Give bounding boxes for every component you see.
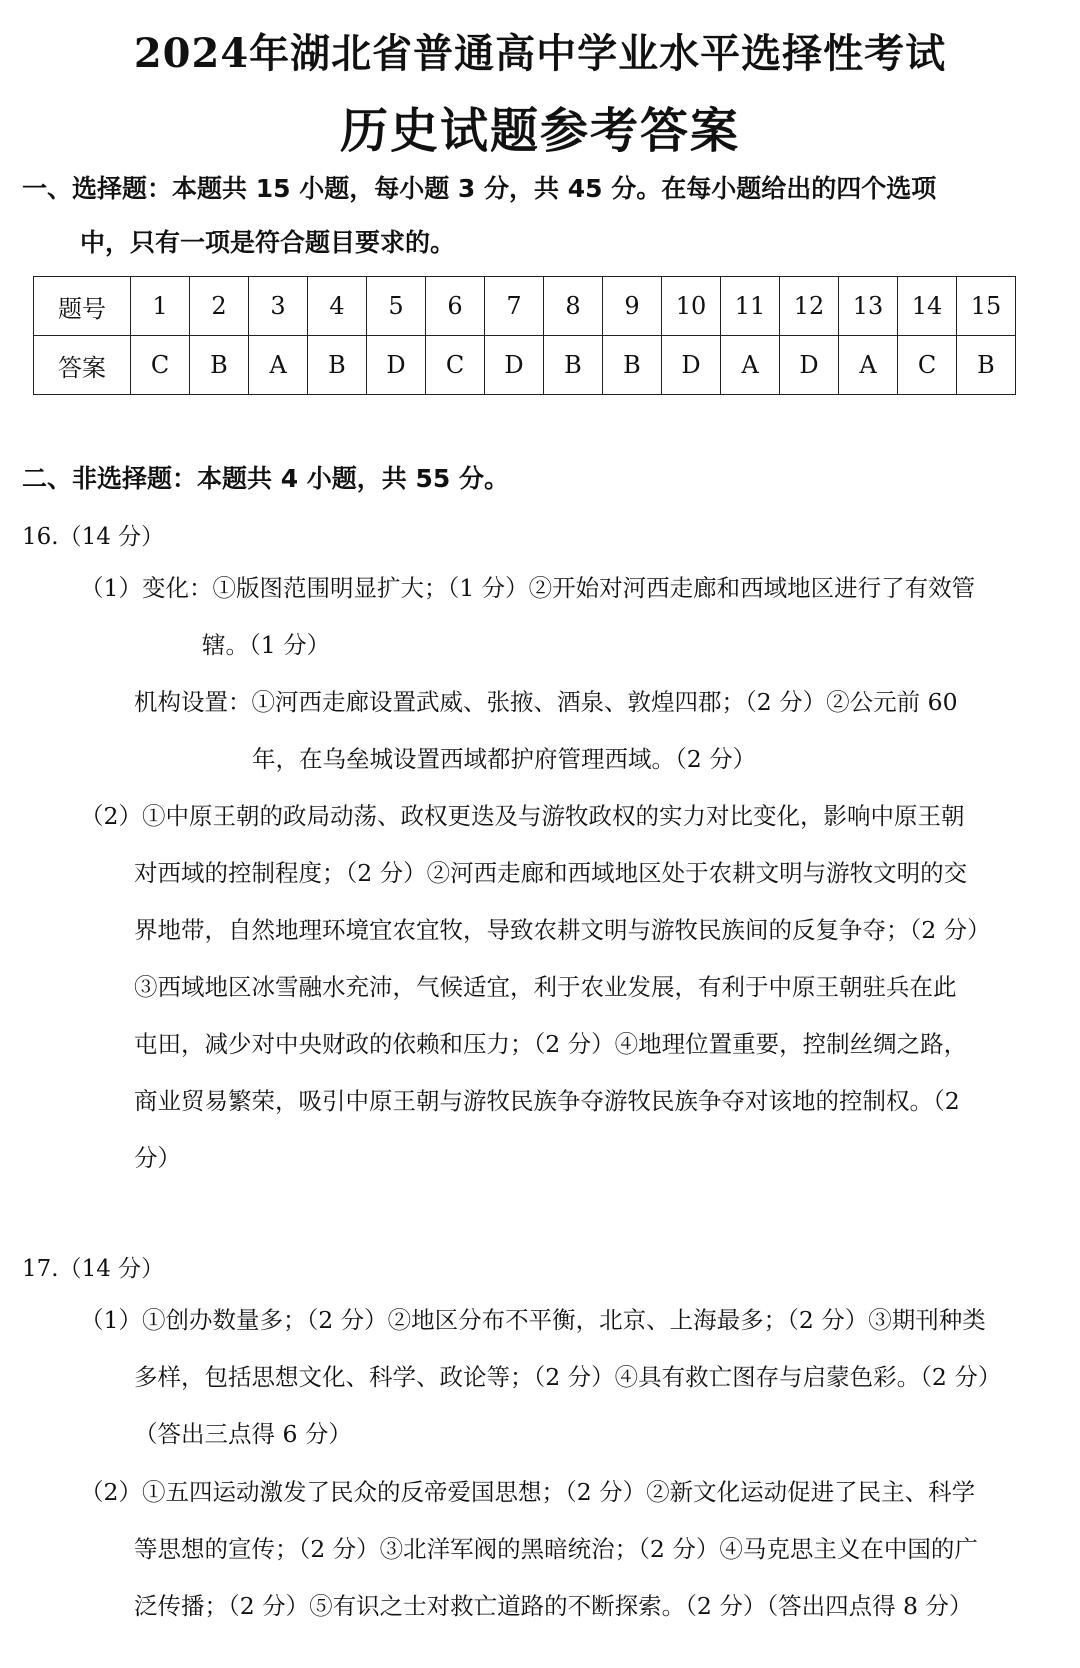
answer-cell: D <box>780 336 839 395</box>
question-number: 7 <box>485 277 544 336</box>
q16-part2 <box>80 788 1040 1187</box>
text-line: 机构设置：①河西走廊设置武威、张掖、酒泉、敦煌四郡；（2 分）②公元前 60 <box>134 688 958 716</box>
question-17-label: 17.（14 分） <box>22 1256 165 1282</box>
answer-key-title: 历史试题参考答案 <box>339 103 740 159</box>
question-number: 11 <box>721 277 780 336</box>
answer-cell: A <box>839 336 898 395</box>
text-line: 屯田，减少对中央财政的依赖和压力；（2 分）④地理位置重要，控制丝绸之路， <box>134 1030 968 1058</box>
question-number: 3 <box>249 277 308 336</box>
text-line: 泛传播；（2 分）⑤有识之士对救亡道路的不断探索。（2 分）（答出四点得 8 分） <box>134 1592 973 1620</box>
answer-table <box>33 276 1016 395</box>
text-line: 界地带，自然地理环境宜农宜牧，导致农耕文明与游牧民族间的反复争夺；（2 分） <box>134 916 991 944</box>
text-line: 年，在乌垒城设置西域都护府管理西域。（2 分） <box>252 745 757 773</box>
answer-cell: D <box>367 336 426 395</box>
text-line: 等思想的宣传；（2 分）③北洋军阀的黑暗统治；（2 分）④马克思主义在中国的广 <box>134 1535 978 1563</box>
section1-heading <box>22 162 1052 270</box>
question-number: 8 <box>544 277 603 336</box>
text-line: 多样，包括思想文化、科学、政论等；（2 分）④具有救亡图存与启蒙色彩。（2 分） <box>134 1363 1002 1391</box>
answer-cell: A <box>721 336 780 395</box>
text-line: 对西域的控制程度；（2 分）②河西走廊和西域地区处于农耕文明与游牧文明的交 <box>134 859 968 887</box>
answer-cell: B <box>308 336 367 395</box>
q17-part1 <box>80 1292 1040 1463</box>
answer-cell: D <box>662 336 721 395</box>
question-number: 10 <box>662 277 721 336</box>
exam-title: 2024年湖北省普通高中学业水平选择性考试 <box>133 30 947 77</box>
question-number: 2 <box>190 277 249 336</box>
answer-cell: D <box>485 336 544 395</box>
answer-cell: C <box>131 336 190 395</box>
text-line: ③西域地区冰雪融水充沛，气候适宜，利于农业发展，有利于中原王朝驻兵在此 <box>134 973 957 1001</box>
q17-part2 <box>80 1464 1040 1635</box>
answer-cell: A <box>249 336 308 395</box>
q16-part1-change <box>80 560 1040 674</box>
row-label-number: 题号 <box>34 277 131 336</box>
question-number: 5 <box>367 277 426 336</box>
answer-cell: B <box>190 336 249 395</box>
answer-cell: B <box>544 336 603 395</box>
text-line: （答出三点得 6 分） <box>134 1420 352 1448</box>
question-number-row <box>34 277 1016 336</box>
text-line: （1）①创办数量多；（2 分）②地区分布不平衡，北京、上海最多；（2 分）③期刊种类 <box>80 1306 986 1334</box>
answer-cell: C <box>898 336 957 395</box>
text-line: （2）①五四运动激发了民众的反帝爱国思想；（2 分）②新文化运动促进了民主、科学 <box>80 1478 976 1506</box>
question-16-label: 16.（14 分） <box>22 524 165 550</box>
answer-row <box>34 336 1016 395</box>
section1-heading-line2: 中，只有一项是符合题目要求的。 <box>80 228 456 257</box>
answer-cell: B <box>603 336 662 395</box>
question-number: 9 <box>603 277 662 336</box>
row-label-answer: 答案 <box>34 336 131 395</box>
question-number: 15 <box>957 277 1016 336</box>
text-line: （2）①中原王朝的政局动荡、政权更迭及与游牧政权的实力对比变化，影响中原王朝 <box>80 802 965 830</box>
text-line: （1）变化：①版图范围明显扩大；（1 分）②开始对河西走廊和西域地区进行了有效管 <box>80 574 976 602</box>
question-number: 12 <box>780 277 839 336</box>
section2-heading: 二、非选择题：本题共 4 小题，共 55 分。 <box>22 464 510 493</box>
answer-cell: B <box>957 336 1016 395</box>
text-line: 商业贸易繁荣，吸引中原王朝与游牧民族争夺游牧民族争夺对该地的控制权。（2 <box>134 1087 960 1115</box>
section1-heading-line1: 一、选择题：本题共 15 小题，每小题 3 分，共 45 分。在每小题给出的四个选项 <box>22 174 937 203</box>
question-number: 4 <box>308 277 367 336</box>
text-line: 辖。（1 分） <box>202 631 331 659</box>
text-line: 分） <box>134 1144 181 1172</box>
question-number: 14 <box>898 277 957 336</box>
q16-part1-institutions <box>134 674 1034 788</box>
answer-cell: C <box>426 336 485 395</box>
question-number: 6 <box>426 277 485 336</box>
question-number: 13 <box>839 277 898 336</box>
question-number: 1 <box>131 277 190 336</box>
